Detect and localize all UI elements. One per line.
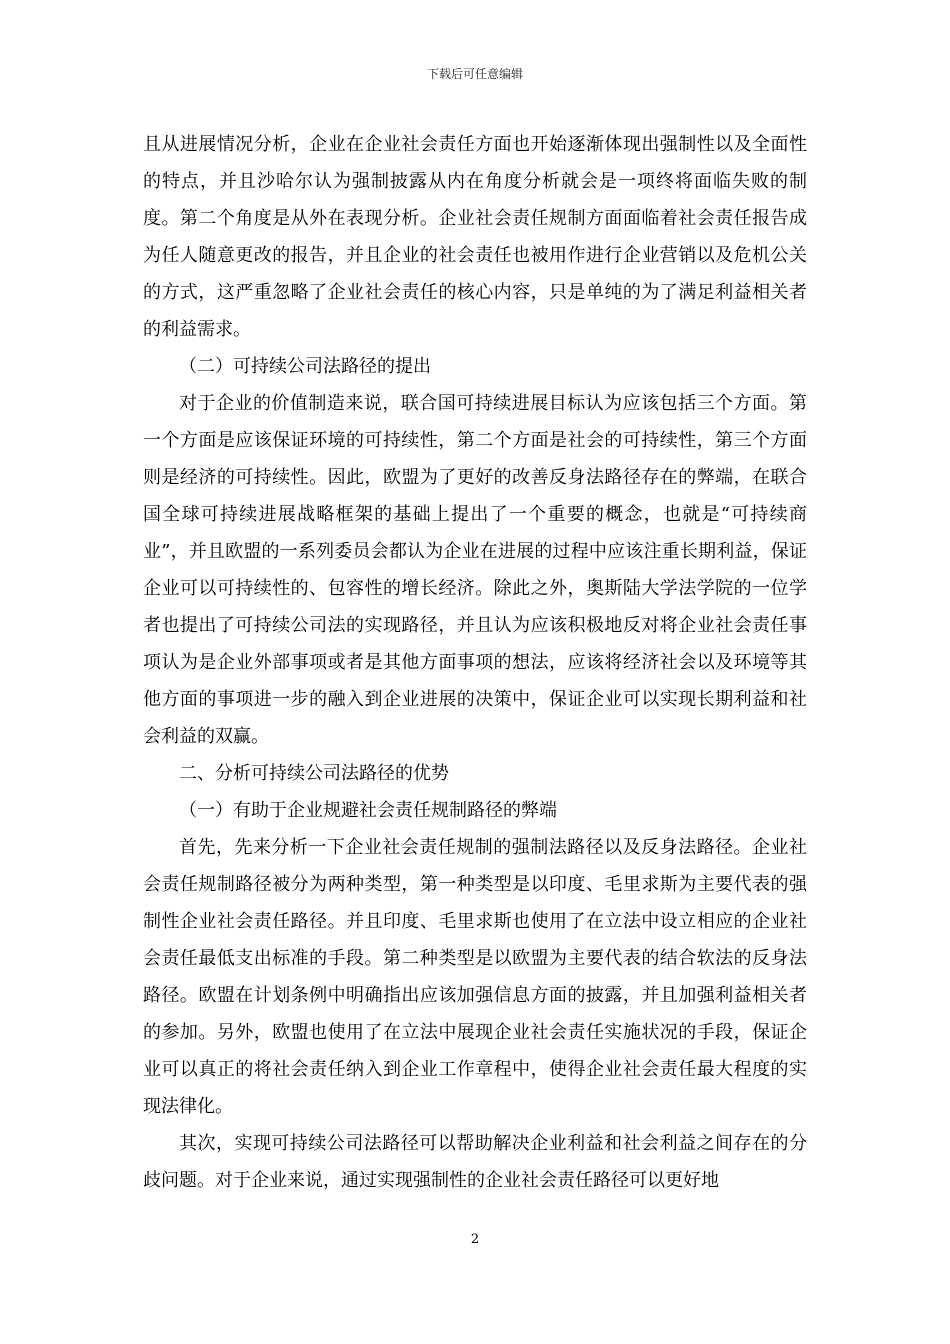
paragraph-first: 首先，先来分析一下企业社会责任规制的强制法路径以及反身法路径。企业社会责任规制路径被分为两种类型，第一种类型是以印度、毛里求斯为主要代表的强制性企业社会责任路径。并且印度、毛里求斯也使用了在立法中设立相应的企业社会责任最低支出标准的手段。第二种类型是以欧盟为主要代表的结合软法的反身法路径。欧盟在计划条例中明确指出应该加强信息方面的披露，并且加强利益相关者的参加。另外，欧盟也使用了在立法中展现企业社会责任实施状况的手段，保证企业可以真正的将社会责任纳入到企业工作章程中，使得企业社会责任最大程度的实现法律化。 (143, 837, 807, 1117)
section-heading-2-2: （二）可持续公司法路径的提出 (179, 356, 431, 377)
page-number: 2 (470, 1232, 480, 1247)
section-heading-2: 二、分析可持续公司法路径的优势 (179, 763, 449, 784)
page-header: 下载后可任意编辑 (426, 67, 523, 81)
paragraph-value-creation: 对于企业的价值制造来说，联合国可持续进展目标认为应该包括三个方面。第一个方面是应该保证环境的可持续性，第二个方面是社会的可持续性，第三个方面则是经济的可持续性。因此，欧盟为了更好的改善反身法路径存在的弊端，在联合国全球可持续进展战略框架的基础上提出了一个重要的概念，也就是“可持续商业”，并且欧盟的一系列委员会都认为企业在进展的过程中应该注重长期利益，保证企业可以可持续性的、包容性的增长经济。除此之外，奥斯陆大学法学院的一位学者也提出了可持续公司法的实现路径，并且认为应该积极地反对将企业社会责任事项认为是企业外部事项或者是其他方面事项的想法，应该将经济社会以及环境等其他方面的事项进一步的融入到企业进展的决策中，保证企业可以实现长期利益和社会利益的双赢。 (143, 393, 807, 747)
document-body (143, 126, 807, 1199)
section-heading-2-1: （一）有助于企业规避社会责任规制路径的弊端 (179, 800, 557, 821)
paragraph-continuation: 且从进展情况分析，企业在企业社会责任方面也开始逐渐体现出强制性以及全面性的特点，并且沙哈尔认为强制披露从内在角度分析就会是一项终将面临失败的制度。第二个角度是从外在表现分析。企业社会责任规制方面面临着社会责任报告成为任人随意更改的报告，并且企业的社会责任也被用作进行企业营销以及危机公关的方式，这严重忽略了企业社会责任的核心内容，只是单纯的为了满足利益相关者的利益需求。 (143, 134, 807, 340)
paragraph-second: 其次，实现可持续公司法路径可以帮助解决企业利益和社会利益之间存在的分歧问题。对于企业来说，通过实现强制性的企业社会责任路径可以更好地 (143, 1133, 807, 1191)
